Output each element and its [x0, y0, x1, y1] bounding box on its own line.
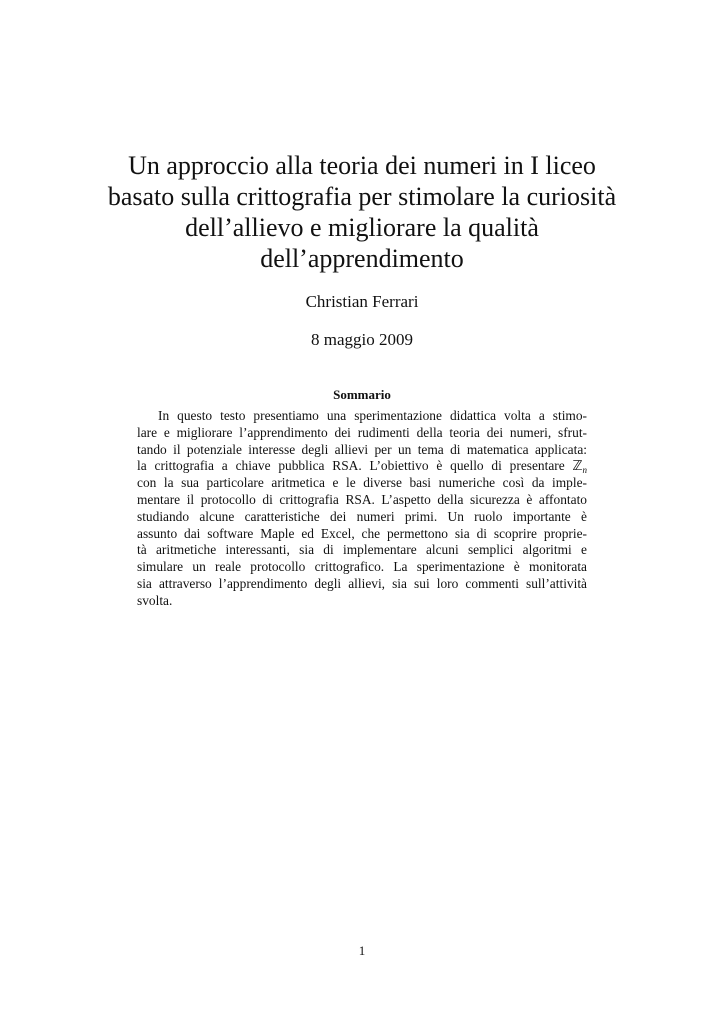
abstract-line: mentare il protocollo di crittografia RSA. L’aspetto della sicurezza è affontato	[137, 491, 587, 507]
publication-date: 8 maggio 2009	[311, 330, 413, 349]
abstract-line: tà aritmetiche interessanti, sia di implementare alcuni semplici algoritmi e	[137, 542, 587, 558]
abstract-line-text: la crittografia a chiave pubblica RSA. L’obiettivo è quello di presentare ℤ	[137, 458, 583, 474]
title-line: dell’apprendimento	[260, 244, 464, 273]
abstract-line: lare e migliorare l’apprendimento dei rudimenti della teoria dei numeri, sfrut-	[137, 424, 587, 440]
abstract-line: con la sua particolare aritmetica e le diverse basi numeriche così da imple-	[137, 475, 587, 491]
abstract-line: simulare un reale protocollo crittografico. La sperimentazione è monitorata	[137, 559, 587, 575]
abstract-line: svolta.	[137, 592, 173, 608]
paper-title	[104, 150, 620, 274]
abstract-line: studiando alcune caratteristiche dei numeri primi. Un ruolo importante è	[137, 508, 587, 524]
abstract-line: assunto dai software Maple ed Excel, che permettono sia di scoprire proprie-	[137, 525, 587, 541]
title-line: Un approccio alla teoria dei numeri in I liceo	[128, 151, 596, 180]
abstract-line: In questo testo presentiamo una sperimentazione didattica volta a stimo-	[158, 408, 587, 423]
abstract-line: tando il potenziale interesse degli allievi per un tema di matematica applicata:	[137, 441, 587, 457]
title-line: basato sulla crittografia per stimolare la curiosità	[107, 182, 617, 211]
abstract-line: sia attraverso l’apprendimento degli allievi, sia sui loro commenti sull’attività	[137, 575, 587, 591]
abstract-body	[137, 408, 587, 610]
page-number: 1	[358, 943, 366, 958]
zn-subscript: n	[582, 465, 587, 476]
abstract-heading: Sommario	[333, 387, 391, 402]
author-name: Christian Ferrari	[305, 292, 419, 311]
title-line: dell’allievo e migliorare la qualità	[185, 213, 539, 242]
abstract-line-with-zn	[137, 458, 587, 475]
